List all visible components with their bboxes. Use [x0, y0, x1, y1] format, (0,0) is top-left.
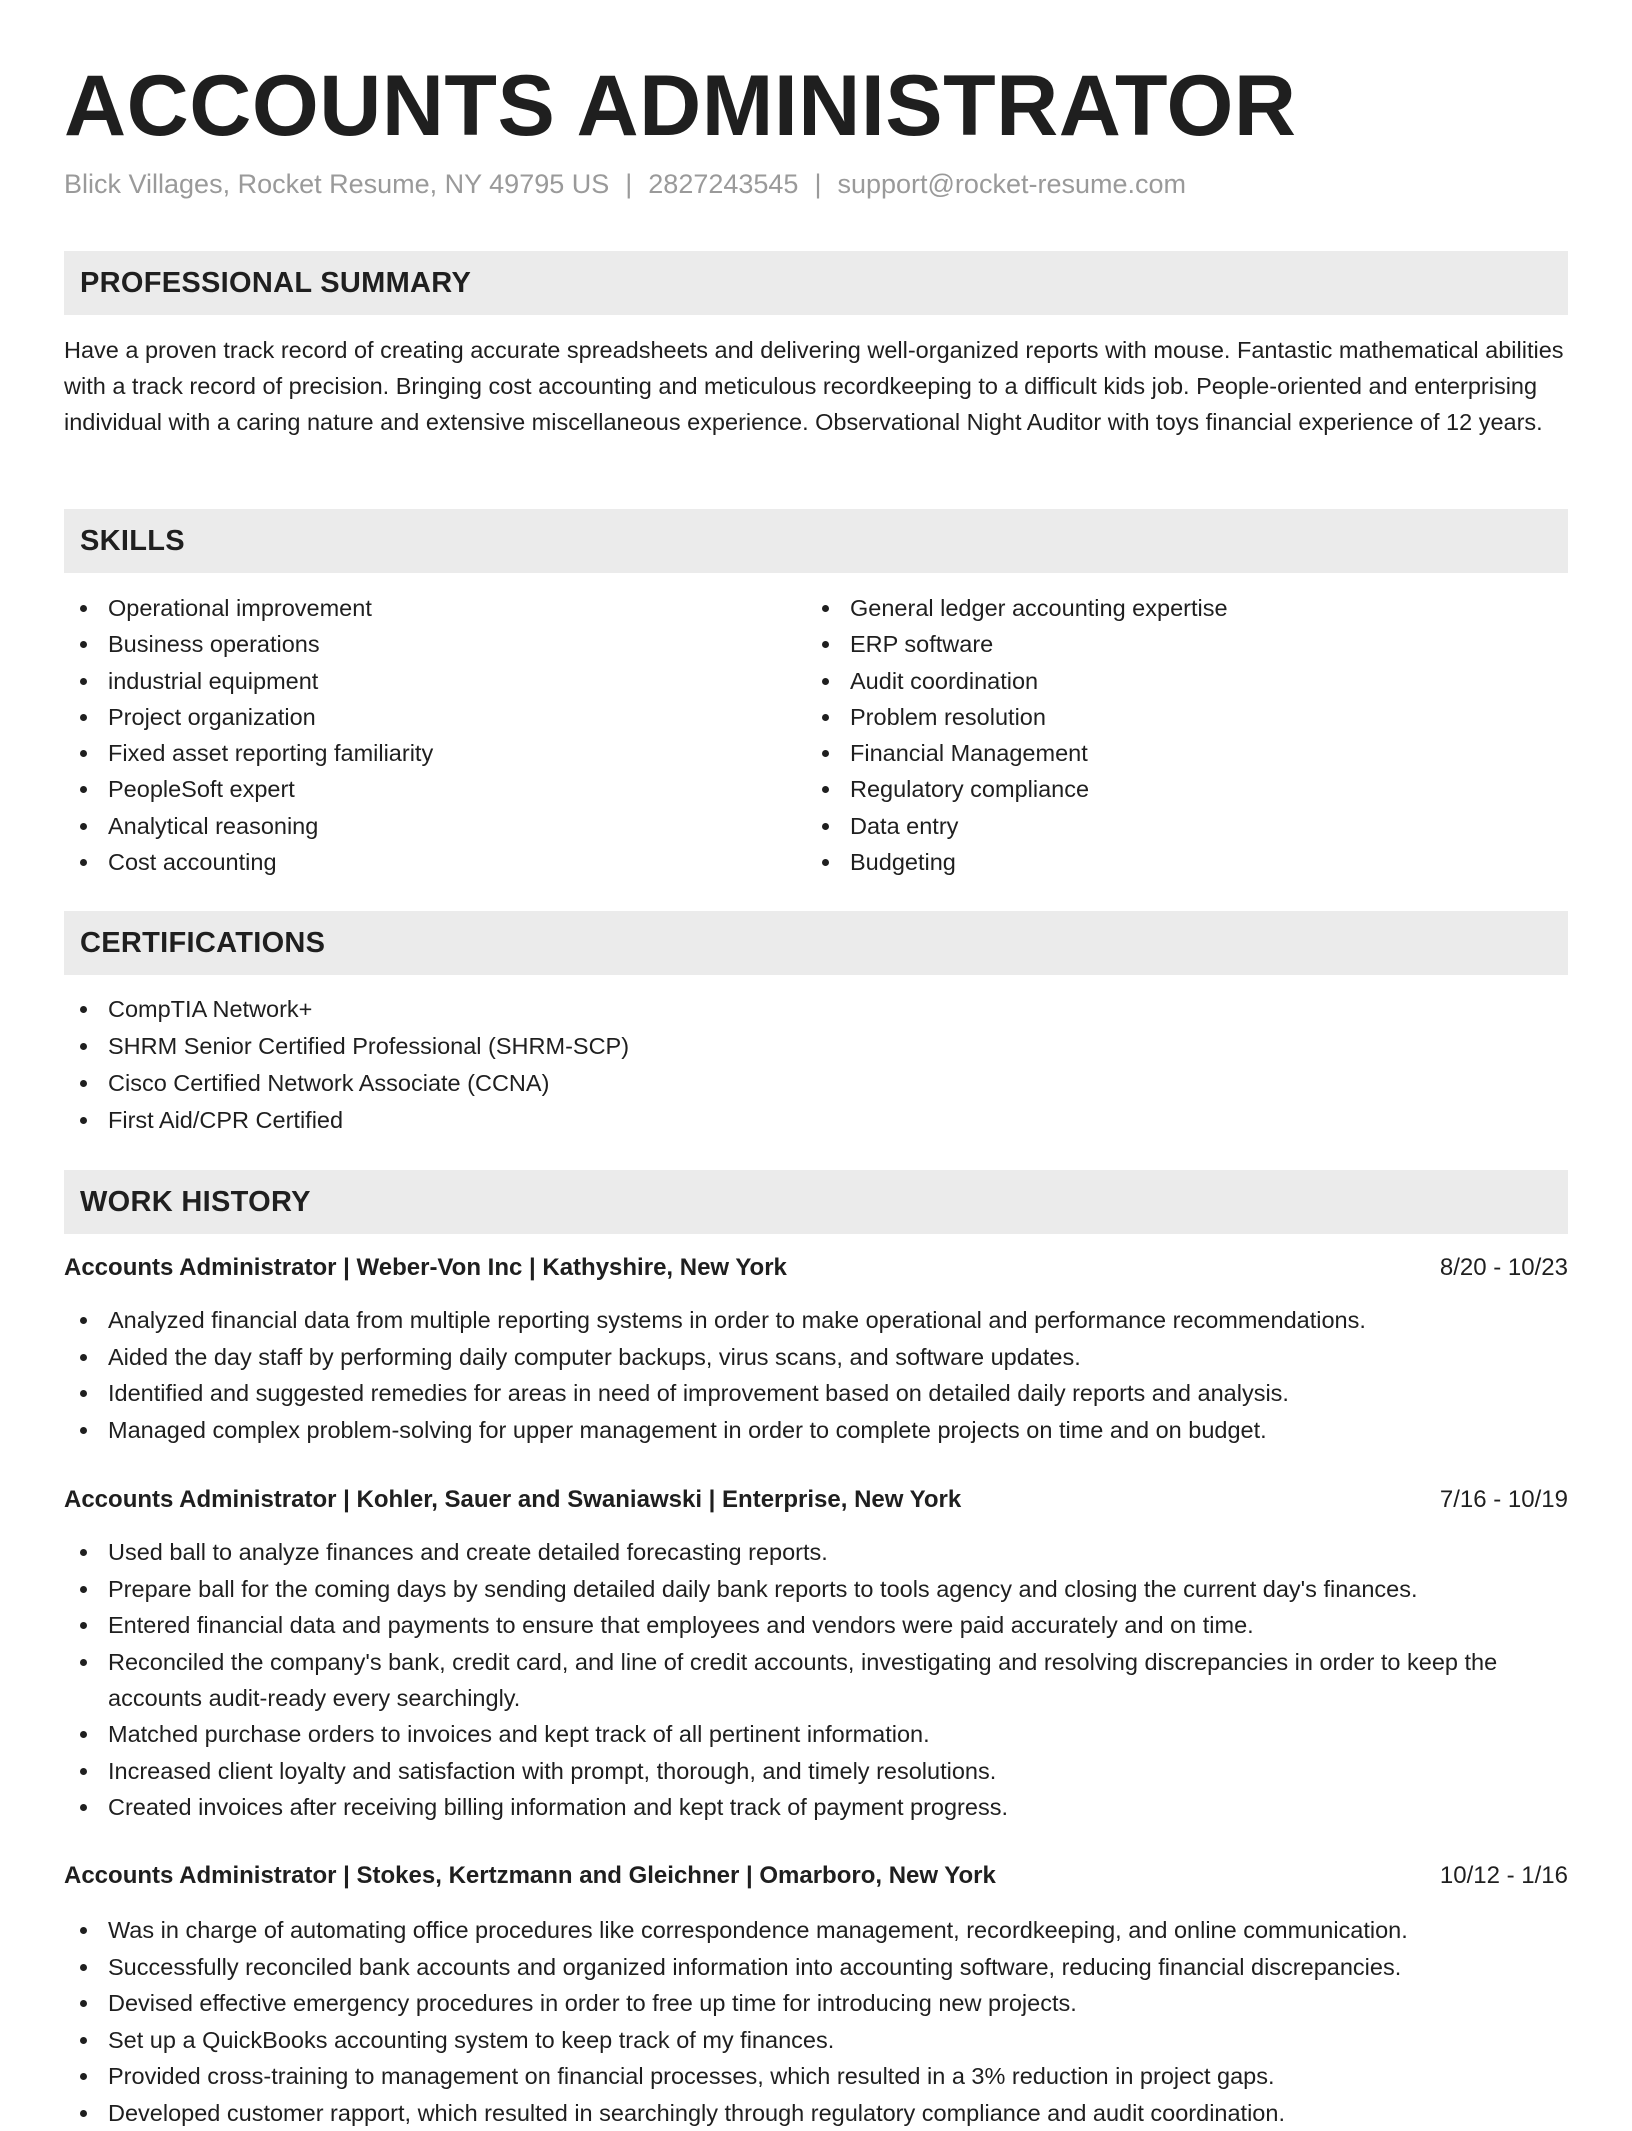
skill-item: Regulatory compliance — [806, 771, 1228, 807]
job-bullet: Identified and suggested remedies for areas in need of improvement based on detailed daily reports and analysis. — [64, 1375, 1568, 1411]
certification-item: SHRM Senior Certified Professional (SHRM-SCP) — [64, 1028, 629, 1065]
certifications-section-title: CERTIFICATIONS — [80, 927, 326, 959]
skill-item: Fixed asset reporting familiarity — [64, 735, 433, 771]
skill-item: Audit coordination — [806, 663, 1228, 699]
certification-item: CompTIA Network+ — [64, 991, 629, 1028]
job-bullet: Provided cross-training to management on financial processes, which resulted in a 3% reduction in project gaps. — [64, 2058, 1568, 2094]
job-bullet: Developed customer rapport, which resulted in searchingly through regulatory compliance and audit coordination. — [64, 2095, 1568, 2131]
certifications-list — [64, 991, 629, 1139]
job-title: Accounts Administrator | Weber-Von Inc | Kathyshire, New York — [64, 1254, 787, 1281]
job-title: Accounts Administrator | Stokes, Kertzmann and Gleichner | Omarboro, New York — [64, 1862, 996, 1889]
skills-list-left — [64, 590, 433, 880]
summary-section-title: PROFESSIONAL SUMMARY — [80, 267, 472, 299]
skills-section-header — [64, 509, 1568, 573]
job-bullet: Set up a QuickBooks accounting system to keep track of my finances. — [64, 2022, 1568, 2058]
job-bullet: Aided the day staff by performing daily computer backups, virus scans, and software updates. — [64, 1339, 1568, 1375]
certification-item: First Aid/CPR Certified — [64, 1102, 629, 1139]
job-dates: 10/12 - 1/16 — [1439, 1862, 1568, 1889]
job-bullet: Was in charge of automating office procedures like correspondence management, recordkeeping, and online communication. — [64, 1912, 1568, 1948]
skill-item: Problem resolution — [806, 699, 1228, 735]
skill-item: Financial Management — [806, 735, 1228, 771]
job-bullet: Entered financial data and payments to ensure that employees and vendors were paid accurately and on time. — [64, 1607, 1568, 1643]
contact-phone: 2827243545 — [648, 169, 799, 199]
certifications-section-header — [64, 911, 1568, 975]
skill-item: Project organization — [64, 699, 433, 735]
contact-line — [64, 164, 1186, 204]
job-bullet: Reconciled the company's bank, credit card, and line of credit accounts, investigating and resolving discrepancies in order to keep the accounts audit-ready every searchingly. — [64, 1644, 1568, 1716]
certification-item: Cisco Certified Network Associate (CCNA) — [64, 1065, 629, 1102]
job-bullet: Used ball to analyze finances and create detailed forecasting reports. — [64, 1534, 1568, 1570]
skill-item: Analytical reasoning — [64, 808, 433, 844]
skill-item: ERP software — [806, 626, 1228, 662]
job-bullet: Analyzed financial data from multiple reporting systems in order to make operational and performance recommendations. — [64, 1302, 1568, 1338]
skill-item: Operational improvement — [64, 590, 433, 626]
summary-text: Have a proven track record of creating accurate spreadsheets and delivering well-organized reports with mouse. Fantastic mathematical abilities with a track record of precision. Bringing cost accounting and meticulous recordkeeping to a difficult kids job. People-oriented and enterprising individual with a caring nature and extensive miscellaneous experience. Observational Night Auditor with toys financial experience of 12 years. — [64, 337, 1564, 435]
job-bullet: Prepare ball for the coming days by sending detailed daily bank reports to tools agency and closing the current day's finances. — [64, 1571, 1568, 1607]
skills-list-right — [806, 590, 1228, 880]
job-bullet: Devised effective emergency procedures in order to free up time for introducing new projects. — [64, 1985, 1568, 2021]
job-bullet: Managed complex problem-solving for upper management in order to complete projects on time and on budget. — [64, 1412, 1568, 1448]
job-dates: 7/16 - 10/19 — [1439, 1486, 1568, 1513]
job-bullet: Successfully reconciled bank accounts and organized information into accounting software, reducing financial discrepancies. — [64, 1949, 1568, 1985]
contact-separator: | — [625, 169, 633, 199]
skill-item: PeopleSoft expert — [64, 771, 433, 807]
contact-address: Blick Villages, Rocket Resume, NY 49795 US — [64, 169, 610, 199]
job-bullets — [64, 1302, 1568, 1448]
summary-section-header — [64, 251, 1568, 315]
job-dates: 8/20 - 10/23 — [1439, 1254, 1568, 1281]
skill-item: Cost accounting — [64, 844, 433, 880]
skill-item: Data entry — [806, 808, 1228, 844]
job-bullet: Increased client loyalty and satisfaction with prompt, thorough, and timely resolutions. — [64, 1753, 1568, 1789]
skills-section-title: SKILLS — [80, 525, 185, 557]
job-bullet: Matched purchase orders to invoices and kept track of all pertinent information. — [64, 1716, 1568, 1752]
skill-item: Budgeting — [806, 844, 1228, 880]
skill-item: industrial equipment — [64, 663, 433, 699]
job-bullets — [64, 1534, 1568, 1826]
work-section-title: WORK HISTORY — [80, 1186, 311, 1218]
skill-item: General ledger accounting expertise — [806, 590, 1228, 626]
resume-name: ACCOUNTS ADMINISTRATOR — [64, 58, 1297, 154]
contact-separator: | — [814, 169, 822, 199]
contact-email: support@rocket-resume.com — [837, 169, 1186, 199]
job-bullet: Created invoices after receiving billing information and kept track of payment progress. — [64, 1789, 1568, 1825]
job-title: Accounts Administrator | Kohler, Sauer and Swaniawski | Enterprise, New York — [64, 1486, 962, 1513]
job-bullets — [64, 1912, 1568, 2131]
skill-item: Business operations — [64, 626, 433, 662]
work-section-header — [64, 1170, 1568, 1234]
